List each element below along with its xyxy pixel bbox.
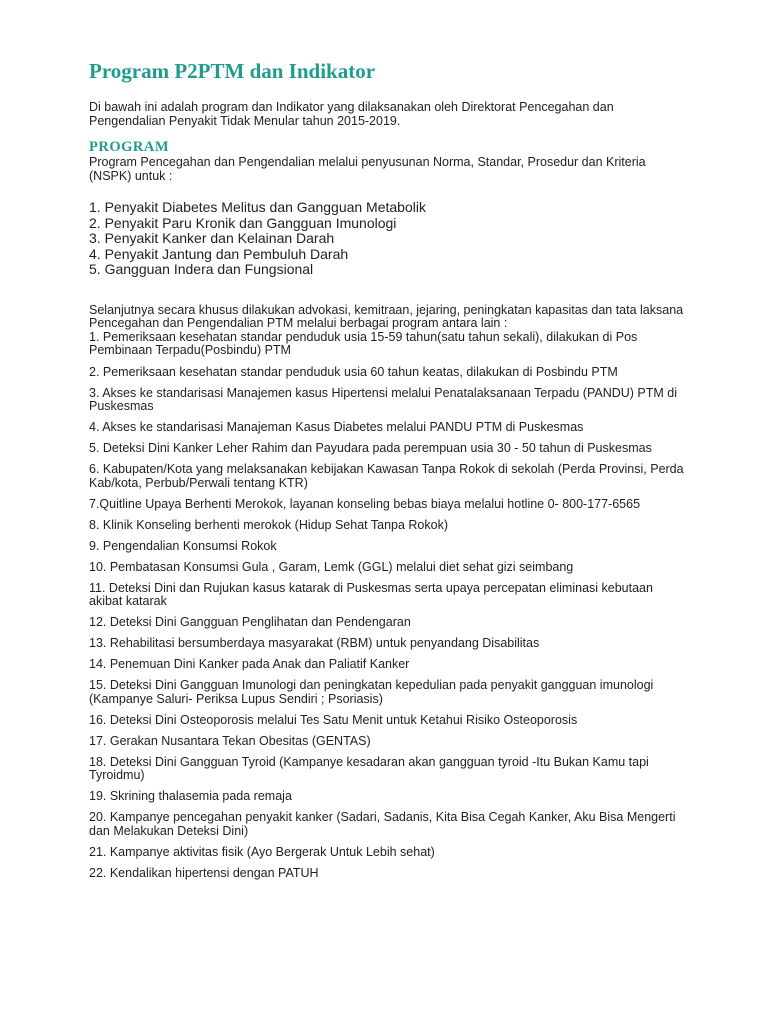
program-item: 1. Penyakit Diabetes Melitus dan Gangguan Metabolik (89, 199, 426, 215)
program-item: 4. Penyakit Jantung dan Pembuluh Darah (89, 245, 349, 262)
document-page (89, 58, 689, 888)
activity-item: 12. Deteksi Dini Gangguan Penglihatan dan Pendengaran (89, 615, 411, 629)
activity-item: 8. Klinik Konseling berhenti merokok (Hidup Sehat Tanpa Rokok) (89, 517, 448, 532)
activity-item: 21. Kampanye aktivitas fisik (Ayo Bergerak Untuk Lebih sehat) (89, 844, 435, 859)
activity-item: 22. Kendalikan hipertensi dengan PATUH (89, 865, 319, 880)
activity-item: 19. Skrining thalasemia pada remaja (89, 789, 292, 803)
activity-item: 4. Akses ke standarisasi Manajeman Kasus Diabetes melalui PANDU PTM di Puskesmas (89, 420, 584, 434)
activity-item: 17. Gerakan Nusantara Tekan Obesitas (GENTAS) (89, 733, 371, 748)
program-item: 2. Penyakit Paru Kronik dan Gangguan Imunologi (89, 214, 397, 231)
activity-list (89, 366, 689, 881)
activity-item: 2. Pemeriksaan kesehatan standar penduduk usia 60 tahun keatas, dilakukan di Posbindu PTM (89, 364, 618, 379)
activity-item: 6. Kabupaten/Kota yang melaksanakan kebijakan Kawasan Tanpa Rokok di sekolah (Perda Provinsi, Perda Kab/kota, Perbub/Perwali tentang KTR) (89, 462, 684, 490)
activity-item: 13. Rehabilitasi bersumberdaya masyarakat (RBM) untuk penyandang Disabilitas (89, 636, 540, 650)
intro-paragraph: Di bawah ini adalah program dan Indikator yang dilaksanakan oleh Direktorat Pencegahan dan Pengendalian Penyakit Tidak Menular tahun 2015-2019. (89, 100, 614, 128)
program-list (89, 200, 689, 278)
activity-item: 9. Pengendalian Konsumsi Rokok (89, 538, 277, 553)
activity-item: 18. Deteksi Dini Gangguan Tyroid (Kampanye kesadaran akan gangguan tyroid -Itu Bukan Kamu tapi Tyroidmu) (89, 754, 649, 782)
activity-item: 10. Pembatasan Konsumsi Gula , Garam, Lemk (GGL) melalui diet sehat gizi seimbang (89, 559, 574, 574)
activity-item: 3. Akses ke standarisasi Manajemen kasus Hipertensi melalui Penatalaksanaan Terpadu (PANDU) PTM di Puskesmas (89, 385, 678, 413)
activity-item: 15. Deteksi Dini Gangguan Imunologi dan peningkatan kepedulian pada penyakit gangguan imunologi (Kampanye Saluri- Periksa Lupus Sendiri ; Psoriasis) (89, 678, 654, 706)
activity-item: 11. Deteksi Dini dan Rujukan kasus katarak di Puskesmas serta upaya percepatan eliminasi kebutaan akibat katarak (89, 580, 653, 608)
activity-item: 1. Pemeriksaan kesehatan standar penduduk usia 15-59 tahun(satu tahun sekali), dilakukan di Pos Pembinaan Terpadu(Posbindu) PTM (89, 329, 638, 357)
activity-item: 7.Quitline Upaya Berhenti Merokok, layanan konseling bebas biaya melalui hotline 0- 800-177-6565 (89, 496, 641, 511)
activity-item: 14. Penemuan Dini Kanker pada Anak dan Paliatif Kanker (89, 657, 410, 671)
program-item: 3. Penyakit Kanker dan Kelainan Darah (89, 230, 335, 246)
program-description: Program Pencegahan dan Pengendalian melalui penyusunan Norma, Standar, Prosedur dan Kriteria (NSPK) untuk : (89, 155, 646, 183)
activity-item: 20. Kampanye pencegahan penyakit kanker (Sadari, Sadanis, Kita Bisa Cegah Kanker, Aku Bisa Mengerti dan Melakukan Deteksi Dini) (89, 810, 676, 838)
page-title: Program P2PTM dan Indikator (89, 59, 376, 83)
activity-item: 16. Deteksi Dini Osteoporosis melalui Tes Satu Menit untuk Ketahui Risiko Osteoporosis (89, 712, 578, 727)
activity-item: 5. Deteksi Dini Kanker Leher Rahim dan Payudara pada perempuan usia 30 - 50 tahun di Puskesmas (89, 441, 652, 455)
program-heading: PROGRAM (89, 139, 170, 155)
program-item: 5. Gangguan Indera dan Fungsional (89, 261, 314, 277)
followup-paragraph: Selanjutnya secara khusus dilakukan advokasi, kemitraan, jejaring, peningkatan kapasitas dan tata laksana Pencegahan dan Pengendalian PTM melalui berbagai program antara lain : (89, 302, 684, 330)
